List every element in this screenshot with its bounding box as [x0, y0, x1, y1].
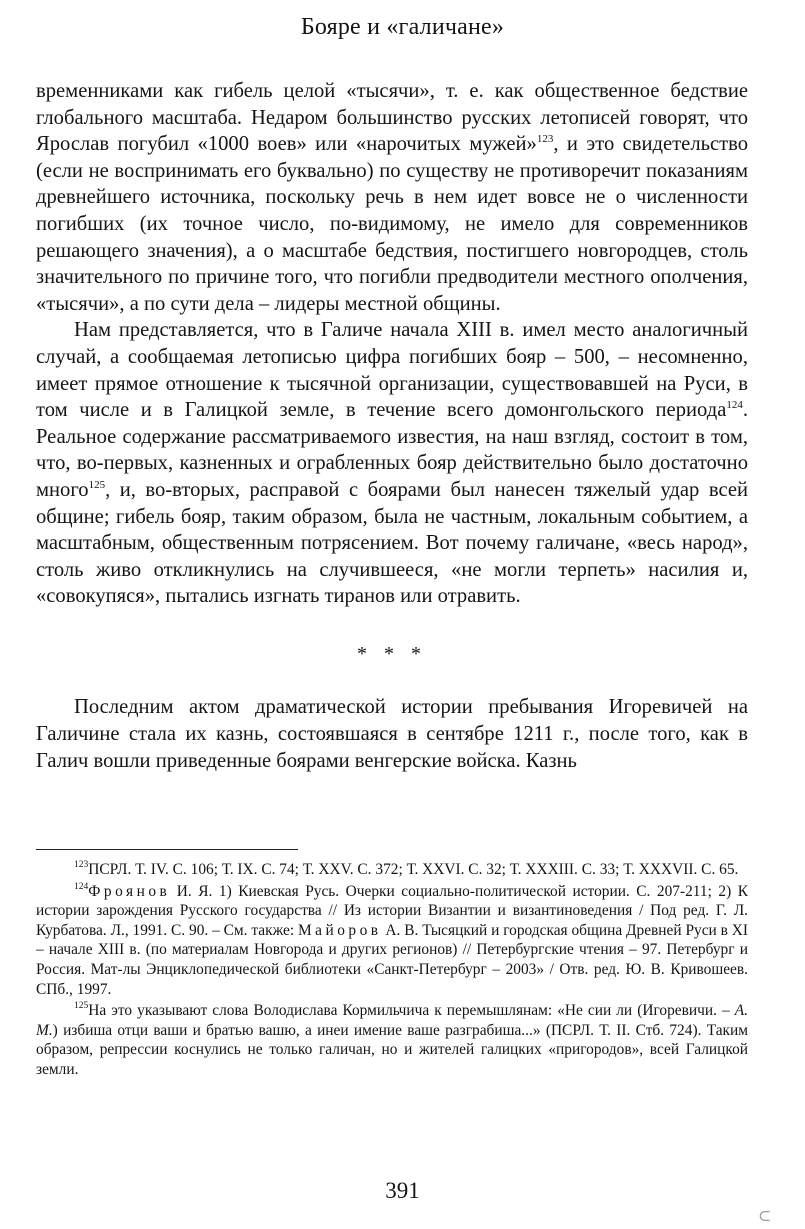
author-initials: А. В.: [381, 921, 419, 939]
footnote-125: [36, 1001, 748, 1079]
author-name: Майоров: [297, 921, 382, 939]
main-text: [36, 78, 748, 774]
footnote-text: ) избиша отци ваши и братью вашю, а инеи имение ваше разграбиша...» (ПСРЛ. Т. II. Стб. 724). Таким образом, репрессии коснулись не только галичан, но и жителей галицких «пригородов», всей Галицкой земли.: [36, 1021, 748, 1078]
author-name: Фроянов: [88, 882, 171, 900]
paragraph-2: [36, 317, 748, 610]
paragraph-3: Последним актом драматической истории пребывания Игоревичей на Галичине стала их казнь, состоявшаяся в сентябре 1211 г., после того, как в Галич вошли приведенные боярами венгерские войска. Казнь: [36, 696, 748, 772]
footnote-number: 125: [74, 1001, 89, 1012]
corner-mark-icon: ⊂: [758, 1208, 772, 1225]
footnote-text: 1) Киевская Русь. Очерки социально-политической истории. С. 207-211; 2) К истории зарождения Русского государства // Из истории Византии и византиноведения / Под ред. Г. Л. Курбатова. Л., 1991. С. 90. – См. также:: [36, 882, 748, 939]
footnote-text: Тысяцкий и городская община Древней Руси в XI – начале XIII в. (по материалам Новгорода и других регионов) // Петербургские чтения – 97. Петербург и Россия. Мат-лы Энциклопедической библиотеки «Санкт-Петербург – 2003» / Отв. ред. Ю. В. Кривошеев. СПб., 1997.: [36, 921, 748, 998]
footnote-ref-125[interactable]: 125: [88, 478, 106, 491]
section-separator: * * *: [357, 642, 427, 665]
footnote-ref-124[interactable]: 124: [726, 399, 743, 412]
footnotes: [36, 860, 748, 1082]
footnote-ref-123[interactable]: 123: [536, 133, 554, 146]
footnote-number: 124: [74, 881, 89, 892]
paragraph-1-text-a: временниками как гибель целой «тысячи», т. е. как общественное бедствие глобального масштаба. Недаром большинство русских летописей говорят, что Ярослав погубил «1000 воев» или «нарочитых мужей»: [36, 80, 748, 156]
paragraph-1: [36, 78, 748, 317]
author-initials: И. Я.: [170, 882, 213, 900]
paragraph-1-text-b: , и это свидетельство (если не воспринимать его буквально) по существу не противоречит показаниям древнейшего источника, поскольку речь в нем идет вовсе не о численности погибших (их точное число, по-видимому, не имело для современников решающего значения), а о масштабе бедствия, постигшего новгородцев, столь значительного по причине того, что погибли предводители местного ополчения, «тысячи», а по сути дела – лидеры местной общины.: [36, 133, 749, 315]
footnote-divider: [36, 849, 298, 850]
running-header: Бояре и «галичане»: [300, 14, 505, 40]
paragraph-2-text-b: . Реальное содержание рассматриваемого известия, на наш взгляд, состоит в том, что, во-первых, казненных и ограбленных бояр действительно было достаточно много: [36, 399, 748, 501]
footnote-text: На это указывают слова Володислава Кормильчича к перемышлянам: «Не сии ли (Игоревичи. –: [88, 1002, 735, 1020]
author-initials-italic: А. М.: [36, 1002, 748, 1039]
footnote-number: 123: [74, 860, 89, 870]
paragraph-2-text-c: , и, во-вторых, расправой с боярами был нанесен тяжелый удар всей общине; гибель бояр, таким образом, была не частным, локальным событием, а масштабным, общественным потрясением. Вот почему галичане, «весь народ», столь живо откликнулись на случившееся, «не могли терпеть» насилия и, «совокупяся», пытались изгнать тиранов или отравить.: [36, 478, 748, 608]
page-number: 391: [385, 1178, 420, 1203]
paragraph-2-text-a: Нам представляется, что в Галиче начала XIII в. имел место аналогичный случай, а сообщаемая летописью цифра погибших бояр – 500, – несомненно, имеет прямое отношение к тысячной организации, существовавшей на Руси, в том числе и в Галицкой земле, в течение всего домонгольского периода: [36, 319, 748, 422]
footnote-123: [36, 860, 748, 880]
footnote-text: ПСРЛ. Т. IV. С. 106; Т. IX. С. 74; Т. XXV. С. 372; Т. XXVI. С. 32; Т. XXXIII. С. 33; Т. XXXVII. С. 65.: [88, 861, 739, 878]
footnote-124: [36, 882, 748, 1000]
